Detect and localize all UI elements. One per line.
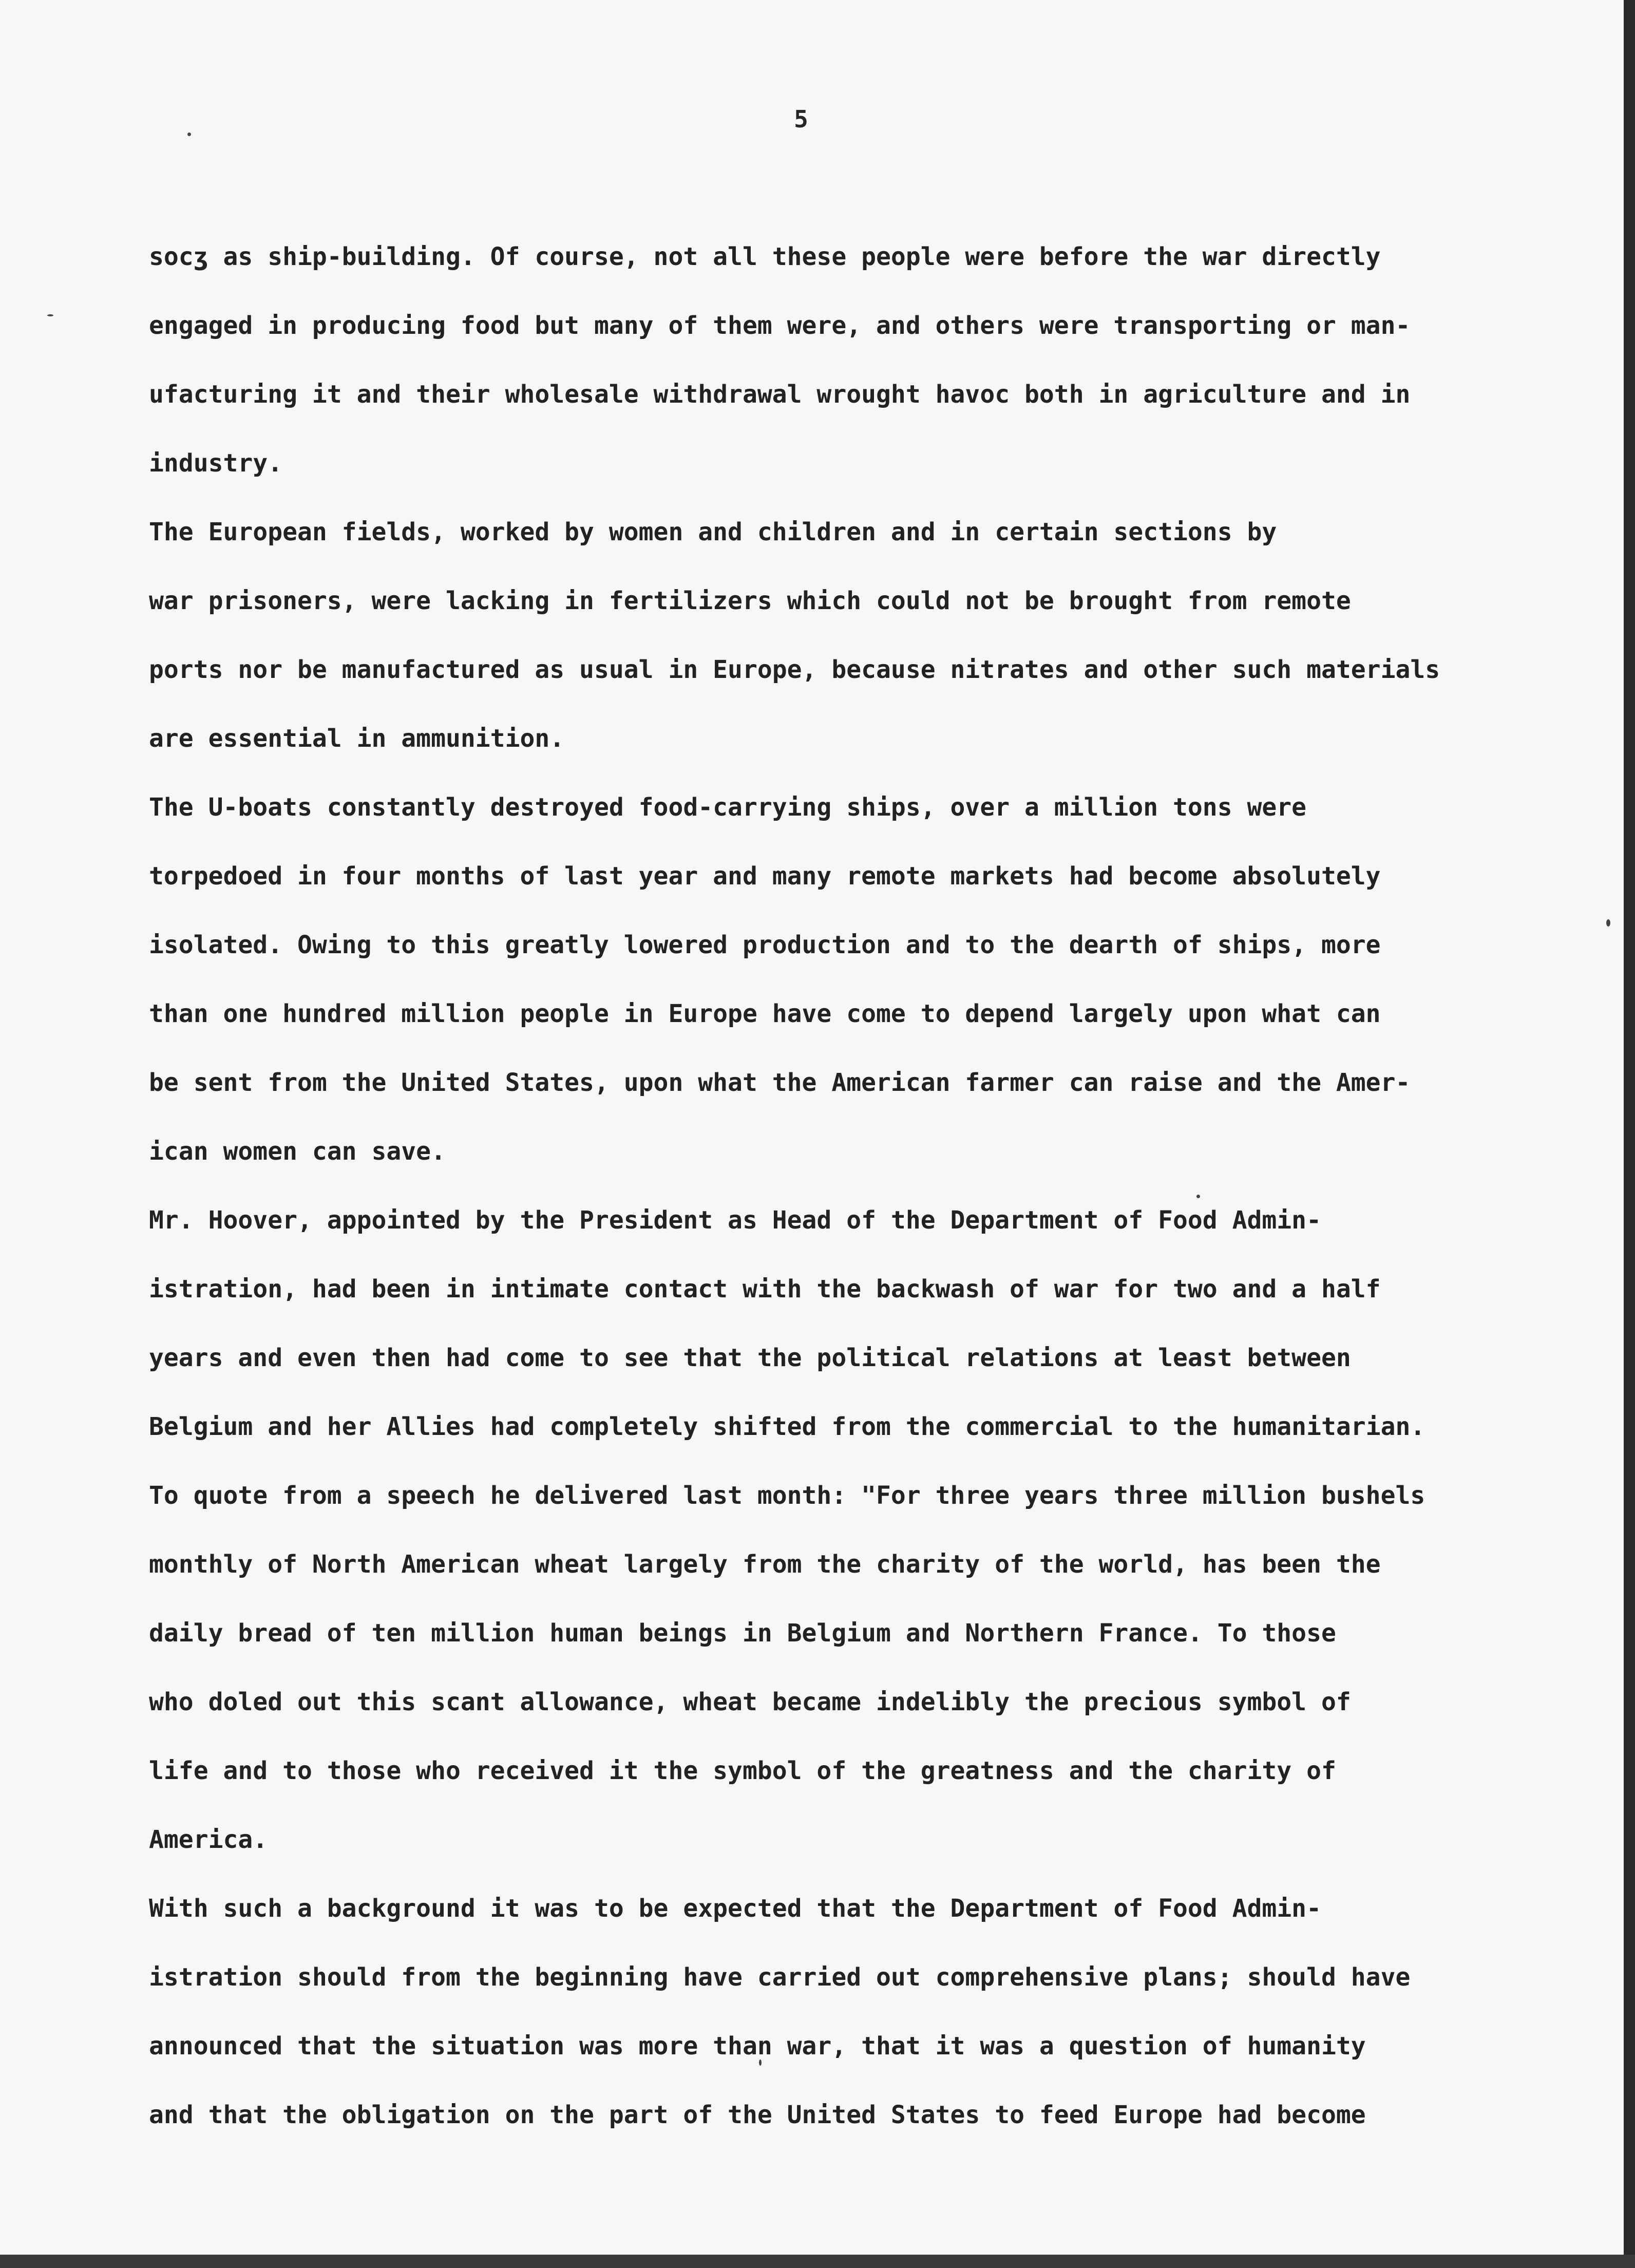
text-line: daily bread of ten million human beings in Belgium and Northern France. To those [149,1619,1336,1648]
text-line: America. [149,1825,268,1854]
text-line: socʒ as ship-building. Of course, not all these people were before the war directly [149,242,1381,271]
text-line: isolated. Owing to this greatly lowered production and to the dearth of ships, more [149,931,1381,959]
text-line: istration, had been in intimate contact with the backwash of war for two and a half [149,1275,1381,1303]
text-line: ufacturing it and their wholesale withdrawal wrought havoc both in agriculture and in [149,380,1411,409]
text-line: istration should from the beginning have carried out comprehensive plans; should have [149,1963,1411,1992]
scan-edge-bottom [0,2255,1635,2268]
text-line: than one hundred million people in Europe have come to depend largely upon what can [149,999,1381,1028]
text-line: industry. [149,449,283,478]
text-line: The U-boats constantly destroyed food-carrying ships, over a million tons were [149,793,1307,822]
scan-edge-right [1624,0,1635,2268]
text-line: be sent from the United States, upon what the American farmer can raise and the Amer- [149,1068,1411,1097]
scan-speck [1196,1195,1200,1198]
text-line: The European fields, worked by women and children and in certain sections by [149,518,1277,546]
scan-speck [187,133,191,136]
text-line: life and to those who received it the symbol of the greatness and the charity of [149,1756,1336,1785]
text-line: and that the obligation on the part of the United States to feed Europe had become [149,2101,1366,2129]
text-line: monthly of North American wheat largely from the charity of the world, has been the [149,1550,1381,1579]
text-line: are essential in ammunition. [149,724,565,753]
text-line: announced that the situation was more than war, that it was a question of humanity [149,2032,1366,2061]
text-line: ican women can save. [149,1137,446,1166]
text-line: Belgium and her Allies had completely shifted from the commercial to the humanitarian. [149,1412,1425,1441]
text-line: war prisoners, were lacking in fertilizers which could not be brought from remote [149,587,1351,615]
text-line: ports nor be manufactured as usual in Europe, because nitrates and other such materials [149,655,1440,684]
page-number: 5 [794,105,808,133]
text-line: Mr. Hoover, appointed by the President as Head of the Department of Food Admin- [149,1206,1321,1235]
text-line: engaged in producing food but many of them were, and others were transporting or man- [149,311,1411,340]
text-line: who doled out this scant allowance, wheat became indelibly the precious symbol of [149,1688,1351,1716]
text-line: torpedoed in four months of last year and many remote markets had become absolutely [149,862,1381,891]
text-line: With such a background it was to be expected that the Department of Food Admin- [149,1894,1321,1923]
text-line: To quote from a speech he delivered last month: "For three years three million bushels [149,1481,1425,1510]
scan-speck [1606,919,1610,927]
scan-speck [47,314,53,316]
text-line: years and even then had come to see that the political relations at least between [149,1344,1351,1372]
